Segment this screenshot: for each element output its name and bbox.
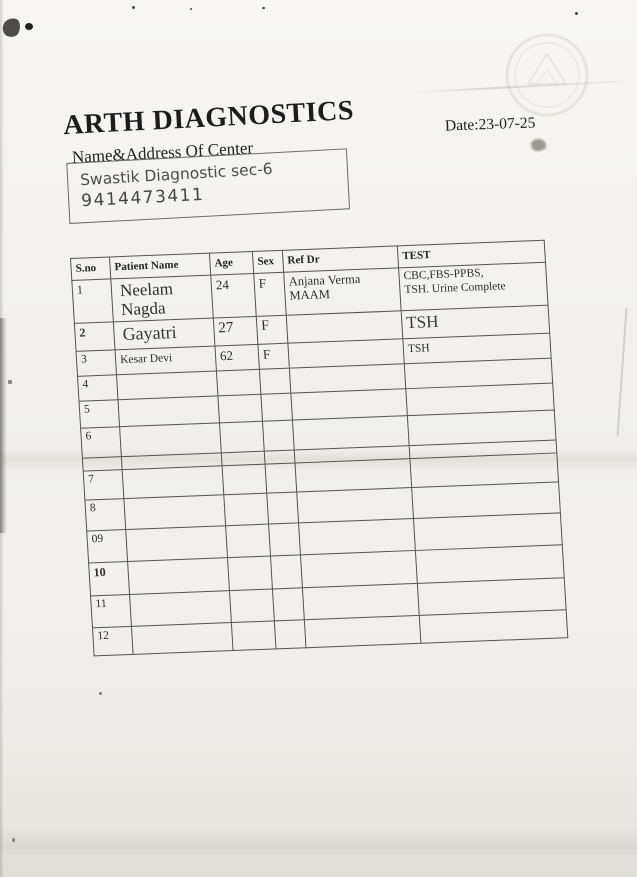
center-phone: 9414473411 bbox=[80, 184, 205, 212]
paper-speck bbox=[8, 380, 12, 384]
cell-sex: F bbox=[254, 272, 287, 316]
cell-patient-name: Gayatri bbox=[113, 318, 215, 350]
paper-crease-bottom bbox=[0, 826, 637, 860]
document-header bbox=[0, 0, 637, 263]
cell-age: 62 bbox=[215, 344, 259, 371]
cell-test: TSH bbox=[401, 305, 550, 339]
cell-sno: 4 bbox=[78, 375, 118, 401]
cell-sno: 11 bbox=[91, 595, 132, 628]
col-header-patient-name: Patient Name bbox=[110, 253, 211, 279]
cell-age: 27 bbox=[213, 316, 258, 346]
center-name: Swastik Diagnostic sec-6 bbox=[79, 159, 274, 190]
col-header-age: Age bbox=[209, 251, 253, 275]
document-date: Date:23-07-25 bbox=[444, 114, 536, 135]
cell-sex: F bbox=[256, 315, 288, 344]
cell-test: TSH bbox=[403, 333, 551, 364]
scan-edge-left-shadow bbox=[0, 318, 7, 533]
cell-patient-name: Kesar Devi bbox=[115, 346, 216, 375]
cell-sno: 3 bbox=[76, 350, 116, 376]
paper-speck bbox=[12, 838, 15, 842]
cell-sno: 6 bbox=[81, 427, 122, 458]
center-section-label: Name&Address Of Center bbox=[71, 138, 254, 167]
cell-sex: F bbox=[258, 343, 289, 369]
cell-sno: 5 bbox=[79, 400, 120, 428]
lab-title: ARTH DIAGNOSTICS bbox=[62, 94, 355, 142]
paper-scratch bbox=[617, 308, 628, 436]
cell-sno: 7 bbox=[83, 470, 124, 500]
cell-sno: 09 bbox=[87, 530, 128, 563]
col-header-ref-dr: Ref Dr bbox=[282, 246, 398, 272]
col-header-sex: Sex bbox=[252, 250, 283, 273]
patient-table bbox=[70, 240, 568, 657]
cell-age: 24 bbox=[211, 273, 257, 318]
cell-sno: 12 bbox=[92, 626, 133, 655]
col-header-sno: S.no bbox=[71, 257, 111, 280]
cell-ref-dr: Anjana Verma MAAM bbox=[284, 268, 401, 315]
patient-table-container bbox=[70, 240, 568, 657]
cell-patient-name: Neelam Nagda bbox=[111, 275, 213, 322]
cell-sno: 10 bbox=[89, 562, 130, 596]
cell-sno: 2 bbox=[74, 322, 115, 351]
cell-sno: 1 bbox=[72, 279, 114, 323]
col-header-test: TEST bbox=[397, 240, 545, 268]
cell-sno: 8 bbox=[85, 499, 126, 531]
paper-speck bbox=[99, 692, 102, 695]
cell-ref-dr bbox=[286, 311, 403, 343]
cell-test: CBC,FBS-PPBS, TSH. Urine Complete bbox=[399, 262, 548, 311]
